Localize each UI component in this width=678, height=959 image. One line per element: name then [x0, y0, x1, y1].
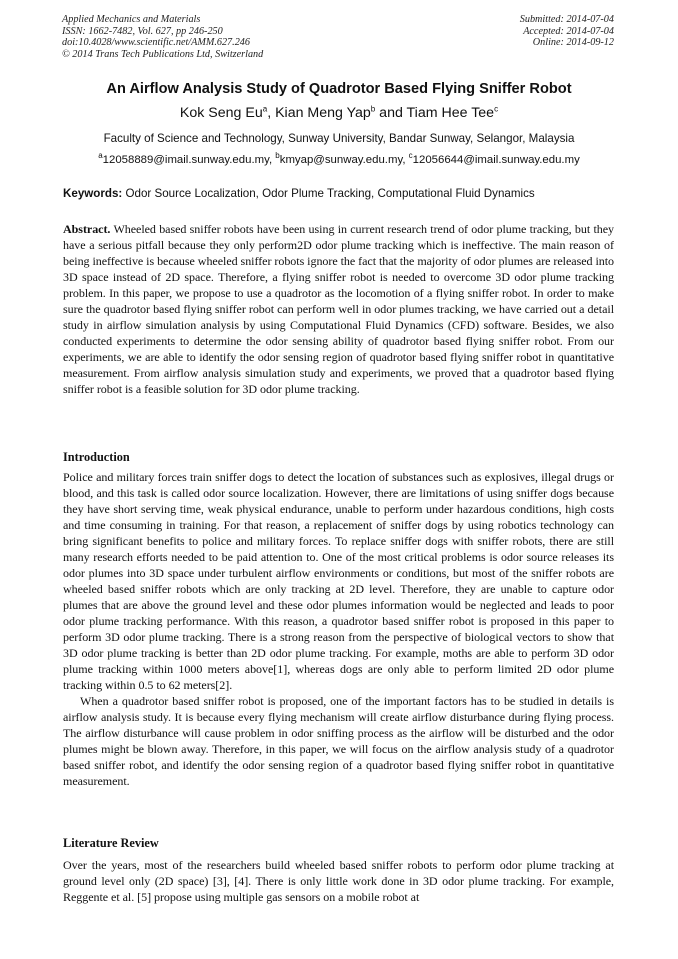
- paragraph: Over the years, most of the researchers build wheeled based sniffer robots to perform odor plume tracking at ground level only (2D space) [3], [4]. There is only little work done in 3D odor plume tracking. For example, Reggente et al. [5] propose using multiple gas sensors on a mobile robot at: [63, 858, 614, 904]
- submitted-date: Submitted: 2014-07-04: [519, 14, 614, 25]
- paragraph: When a quadrotor based sniffer robot is proposed, one of the important factors has to be studied in details is airflow analysis study. It is because every flying mechanism will create airflow disturbance during flying process. The airflow disturbance will cause problem in odor sniffing process as the airflow will be disturbed and the odor plumes might be blown away. Therefore, in this paper, we will focus on the airflow analysis study of a quadrotor based sniffer robot, and identify the odor sensing region of a quadrotor based flying sniffer robot in quantitative measurement.: [63, 694, 614, 788]
- email-list: [40, 153, 638, 168]
- introduction-body: [63, 469, 614, 789]
- keywords-label: Keywords:: [63, 187, 123, 200]
- abstract-label: Abstract.: [63, 222, 111, 236]
- issn-line: ISSN: 1662-7482, Vol. 627, pp 246-250: [62, 25, 223, 37]
- author-separator: and: [375, 105, 407, 121]
- abstract-text: Wheeled based sniffer robots have been using in current research trend of odor plume tracking, but they have a serious pitfall because they only perform2D odor plume tracking which is ineffective. The main reason of being ineffective is because wheeled sniffer robots ignore the fact that the majority of odor plumes are released into 3D space instead of 2D space. Therefore, a flying sniffer robot is needed to overcome 3D odor plume tracking problem. In this paper, we propose to use a quadrotor as the locomotion of a flying sniffer robot. In order to make sure the quadrotor based flying sniffer robot can perform well in odor plumes tracking, we have carried out a detail study in airflow simulation analysis by using Computational Fluid Dynamics (CFD) software. Besides, we also conducted experiments to determine the odor sensing ability of quadrotor based flying sniffer robot. From our experiments, we are able to identify the odor sensing region of quadrotor based flying sniffer robot in quantitative measurement. From airflow analysis simulation study and experiments, we proved that a quadrotor based flying sniffer robot is a feasible solution for 3D odor plume tracking.: [63, 222, 614, 396]
- author-name: Kok Seng Eu: [179, 105, 263, 121]
- section-heading-introduction: Introduction: [63, 450, 130, 464]
- doi-line: doi:10.4028/www.scientific.net/AMM.627.246: [62, 37, 250, 48]
- keywords-text: Odor Source Localization, Odor Plume Tracking, Computational Fluid Dynamics: [122, 187, 535, 200]
- copyright-line: © 2014 Trans Tech Publications Ltd, Switzerland: [62, 48, 264, 60]
- author-list: [40, 104, 638, 122]
- author-marker: a: [262, 104, 268, 114]
- author-marker: c: [494, 104, 499, 114]
- journal-name: Applied Mechanics and Materials: [62, 14, 201, 25]
- dates-header: [394, 14, 614, 49]
- email-separator: ,: [268, 154, 276, 166]
- paragraph: Police and military forces train sniffer dogs to detect the location of substances such as explosives, illegal drugs or blood, and this task is called odor source localization. However, there are limitations of using sniffer dogs because they have short serving time, weak physical endurance, unable to perform under hazardous conditions, high costs and time consuming in training. For that reason, a replacement of sniffer dogs by using robotics technology can bring significant benefits to police and military forces. To replace sniffer dogs with sniffer robots, there are still many research efforts needed to be paid attention to. One of the most critical problems is odor source releases its odor plumes into 3D space under turbulent airflow environments or conditions, but most of the sniffer robots are wheeled based sniffer robots which are only tracking at 2D level. Therefore, they are unable to capture odor plumes that are above the ground level and these odor plumes information would be neglected and leads to poor odor plume tracking performance. With this reason, a quadrotor based sniffer robot is proposed in this paper to perform 3D odor plume tracking. There is a strong reason from the perspective of biological vectors to show that 3D odor plume tracking is better than 2D odor plume tracking. For example, moths are able to perform 3D odor plume tracking within 1000 meters above[1], whereas dogs are only able to perform limited 2D odor plume tracking within 0.5 to 62 meters[2].: [63, 470, 614, 692]
- abstract: [63, 221, 614, 397]
- author-marker: b: [370, 104, 376, 114]
- email-address[interactable]: 12056644@imail.sunway.edu.my: [412, 154, 580, 166]
- email-address[interactable]: kmyap@sunway.edu.my: [279, 154, 403, 166]
- email-marker: b: [275, 151, 280, 161]
- email-marker: a: [98, 151, 103, 161]
- author-separator: ,: [267, 105, 276, 121]
- section-heading-literature-review: Literature Review: [63, 836, 159, 850]
- author-name: Kian Meng Yap: [275, 105, 371, 121]
- affiliation: Faculty of Science and Technology, Sunway University, Bandar Sunway, Selangor, Malaysia: [103, 132, 575, 145]
- online-date: Online: 2014-09-12: [532, 37, 614, 48]
- email-address[interactable]: 12058889@imail.sunway.edu.my: [102, 154, 269, 166]
- email-marker: c: [408, 151, 413, 161]
- author-name: Tiam Hee Tee: [406, 105, 495, 121]
- email-separator: ,: [402, 154, 409, 166]
- journal-header: [62, 14, 362, 60]
- paper-title: An Airflow Analysis Study of Quadrotor Based Flying Sniffer Robot: [106, 81, 572, 97]
- literature-body: [63, 857, 614, 905]
- accepted-date: Accepted: 2014-07-04: [523, 25, 614, 37]
- keywords-line: [63, 186, 623, 201]
